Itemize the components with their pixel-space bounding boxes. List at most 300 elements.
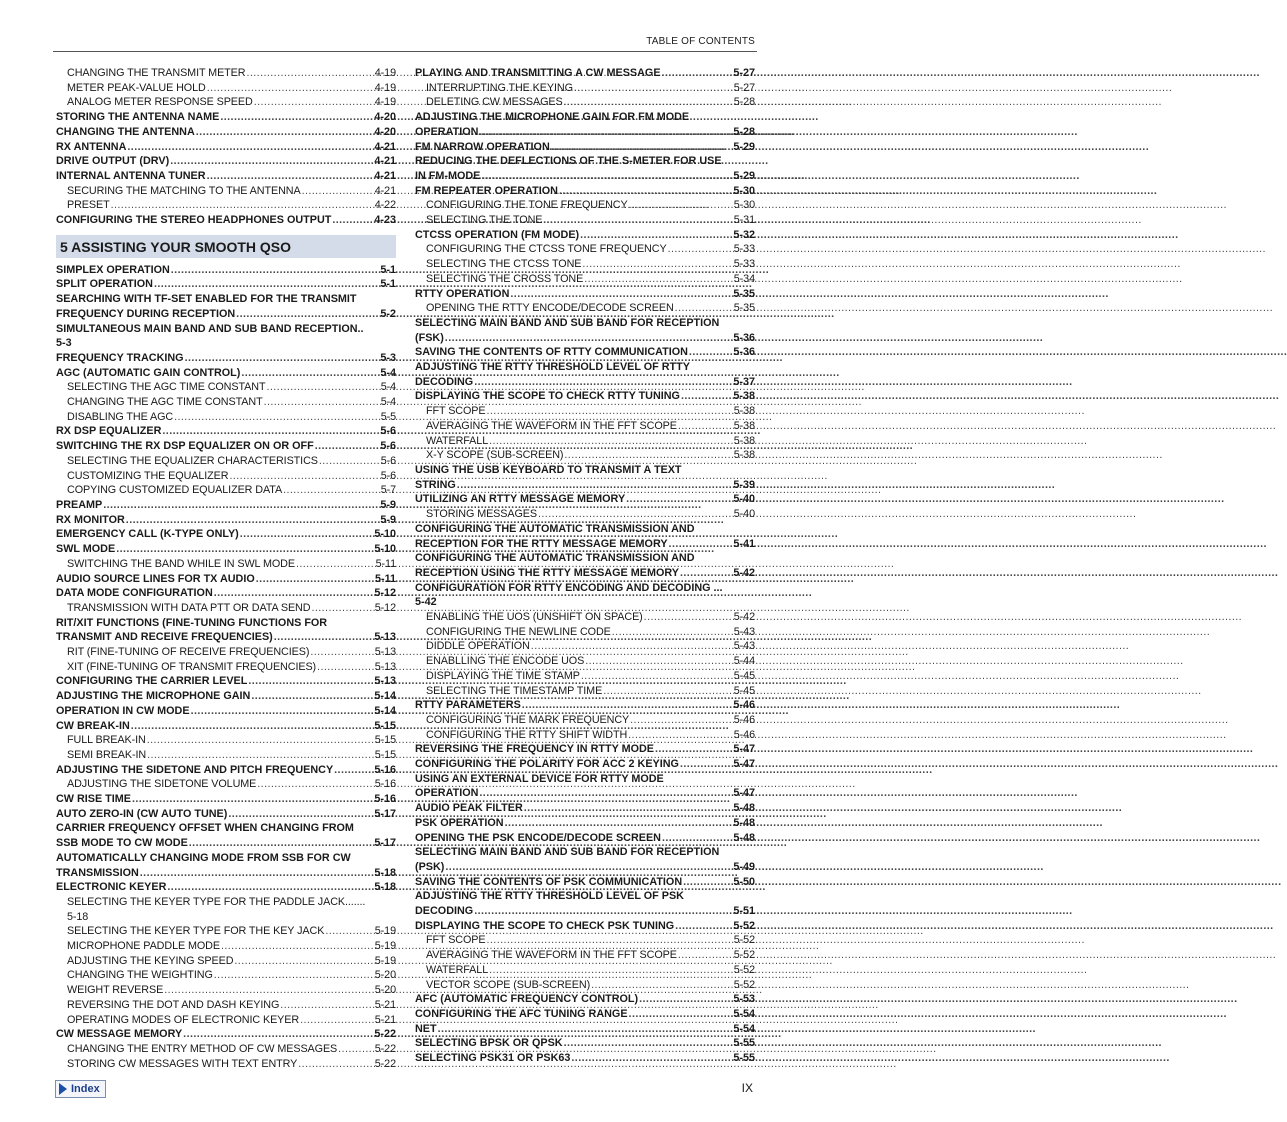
toc-entry[interactable] xyxy=(56,263,396,278)
toc-entry[interactable] xyxy=(56,719,396,734)
toc-entry[interactable] xyxy=(415,728,755,743)
leader-dots xyxy=(603,684,733,699)
toc-entry-title: CHANGING THE TRANSMIT METER xyxy=(67,67,246,79)
toc-entry-title: SEARCHING WITH TF-SET ENABLED FOR THE TRANSMIT xyxy=(56,293,357,306)
toc-entry-row xyxy=(415,1007,755,1022)
toc-entry[interactable] xyxy=(415,963,755,978)
toc-entry-page: 5-34 xyxy=(733,272,755,285)
toc-entry-page: 5-20 xyxy=(374,984,396,997)
leader-dots xyxy=(334,763,373,778)
toc-entry[interactable] xyxy=(56,292,396,321)
toc-entry-page: 5-42 xyxy=(733,566,755,579)
toc-entry[interactable] xyxy=(56,1027,396,1042)
toc-entry[interactable] xyxy=(56,998,396,1013)
leader-dots xyxy=(543,213,732,228)
toc-entry-row xyxy=(415,1022,755,1037)
toc-entry[interactable] xyxy=(56,154,396,169)
leader-dots xyxy=(147,748,374,763)
toc-entry[interactable] xyxy=(56,777,396,792)
toc-entry-row xyxy=(56,763,396,778)
toc-entry[interactable] xyxy=(415,463,755,492)
toc-entry[interactable] xyxy=(415,713,755,728)
toc-entry[interactable] xyxy=(56,527,396,542)
toc-entry-page: 5-53 xyxy=(733,993,755,1006)
toc-entry[interactable] xyxy=(415,492,755,507)
toc-entry[interactable] xyxy=(415,1007,755,1022)
toc-entry-title: SAVING THE CONTENTS OF PSK COMMUNICATION xyxy=(415,875,683,888)
toc-entry[interactable] xyxy=(56,1013,396,1028)
leader-dots xyxy=(630,713,733,728)
toc-entry[interactable] xyxy=(415,845,755,874)
leader-dots xyxy=(524,801,733,816)
toc-entry[interactable] xyxy=(415,669,755,684)
leader-dots xyxy=(174,410,380,425)
toc-entry-row xyxy=(426,272,755,287)
leader-dots xyxy=(487,933,733,948)
leader-dots xyxy=(678,948,733,963)
toc-entry-page: 5-54 xyxy=(733,1022,755,1035)
toc-entry[interactable] xyxy=(56,983,396,998)
toc-entry-title: CARRIER FREQUENCY OFFSET WHEN CHANGING FROM xyxy=(56,822,354,835)
toc-entry-title: FULL BREAK-IN xyxy=(67,734,146,747)
toc-entry-title-cont: (PSK) xyxy=(415,860,445,873)
leader-dots xyxy=(505,816,733,831)
toc-entry[interactable] xyxy=(56,351,396,366)
toc-entry-title: STORING CW MESSAGES WITH TEXT ENTRY xyxy=(67,1057,298,1070)
toc-entry-page: 5-28 xyxy=(733,125,755,138)
toc-entry-page: 5-13 xyxy=(374,631,396,644)
toc-entry[interactable] xyxy=(415,772,755,801)
toc-entry[interactable] xyxy=(415,522,755,551)
toc-entry[interactable] xyxy=(415,110,755,139)
toc-entry[interactable] xyxy=(415,184,755,199)
toc-entry[interactable] xyxy=(56,410,396,425)
toc-entry[interactable] xyxy=(56,277,396,292)
toc-column-left xyxy=(56,66,396,1071)
toc-entry[interactable] xyxy=(56,557,396,572)
toc-entry[interactable] xyxy=(56,821,396,850)
toc-entry-title: SELECTING THE CTCSS TONE xyxy=(426,258,582,271)
toc-entry-page: 5-30 xyxy=(733,199,755,212)
toc-entry-title: SELECTING THE EQUALIZER CHARACTERISTICS xyxy=(67,454,318,467)
toc-entry-page: 5-22 xyxy=(374,1043,396,1055)
toc-entry[interactable] xyxy=(415,272,755,287)
toc-entry-title: SELECTING THE KEYER TYPE FOR THE PADDLE JACK....... xyxy=(67,895,366,908)
toc-entry-page: 4-21 xyxy=(374,140,396,153)
leader-dots xyxy=(668,242,733,257)
toc-entry[interactable] xyxy=(415,140,755,155)
toc-entry-row xyxy=(56,307,396,322)
leader-dots xyxy=(132,792,373,807)
toc-entry[interactable] xyxy=(56,792,396,807)
toc-entry-title: RX MONITOR xyxy=(56,513,125,526)
toc-entry[interactable] xyxy=(415,242,755,257)
toc-entry[interactable] xyxy=(56,110,396,125)
toc-entry-row xyxy=(67,748,396,763)
leader-dots xyxy=(189,836,374,851)
leader-dots xyxy=(683,875,732,890)
toc-entry[interactable] xyxy=(415,889,755,918)
toc-entry[interactable] xyxy=(56,660,396,675)
leader-dots xyxy=(207,81,374,96)
toc-entry[interactable] xyxy=(415,434,755,449)
toc-entry-row xyxy=(56,154,396,169)
toc-entry-title: CW MESSAGE MEMORY xyxy=(56,1028,183,1041)
toc-entry[interactable] xyxy=(415,287,755,302)
toc-entry-row xyxy=(426,95,755,110)
toc-entry-page: 5-54 xyxy=(733,1008,755,1020)
toc-entry-title-cont: RECEPTION USING THE RTTY MESSAGE MEMORY xyxy=(415,566,679,579)
leader-dots xyxy=(296,557,375,572)
toc-entry[interactable] xyxy=(56,924,396,939)
toc-entry[interactable] xyxy=(56,366,396,381)
toc-entry-page: 5-4 xyxy=(380,396,396,409)
toc-entry[interactable] xyxy=(415,345,755,360)
toc-entry-row xyxy=(67,184,396,199)
toc-column-right xyxy=(415,66,755,1066)
toc-entry[interactable] xyxy=(415,404,755,419)
toc-entry-row xyxy=(56,542,396,557)
toc-entry-title-cont: DECODING xyxy=(415,905,474,918)
toc-entry[interactable] xyxy=(415,198,755,213)
toc-entry-page: 5-9 xyxy=(380,513,396,526)
toc-entry[interactable] xyxy=(56,733,396,748)
toc-entry-page: 5-40 xyxy=(733,508,755,521)
leader-dots xyxy=(574,81,733,96)
toc-entry-title: FREQUENCY TRACKING xyxy=(56,351,184,364)
toc-entry-row xyxy=(426,948,755,963)
toc-entry-page: 5-10 xyxy=(374,543,396,556)
toc-entry-page: 5-3 xyxy=(56,337,72,350)
toc-entry[interactable] xyxy=(415,551,755,580)
toc-entry[interactable] xyxy=(56,645,396,660)
toc-entry-title-cont: TRANSMIT AND RECEIVE FREQUENCIES) xyxy=(56,631,273,644)
toc-entry[interactable] xyxy=(415,742,755,757)
toc-entry[interactable] xyxy=(56,674,396,689)
toc-entry[interactable] xyxy=(415,992,755,1007)
toc-entry[interactable] xyxy=(415,419,755,434)
leader-dots xyxy=(274,630,374,645)
toc-entry[interactable] xyxy=(415,507,755,522)
toc-entry[interactable] xyxy=(56,424,396,439)
toc-entry-title: WATERFALL xyxy=(426,434,489,447)
toc-entry[interactable] xyxy=(56,439,396,454)
toc-entry-title: SWL MODE xyxy=(56,543,116,556)
toc-entry[interactable] xyxy=(56,380,396,395)
toc-entry-title: COPYING CUSTOMIZED EQUALIZER DATA xyxy=(67,484,283,497)
toc-entry-page: 5-48 xyxy=(733,802,755,815)
toc-entry-page: 5-13 xyxy=(374,646,396,659)
leader-dots xyxy=(489,434,733,449)
leader-dots xyxy=(681,389,732,404)
toc-entry[interactable] xyxy=(56,184,396,199)
leader-dots xyxy=(236,307,379,322)
toc-entry[interactable] xyxy=(56,483,396,498)
toc-entry-page: 5-40 xyxy=(733,493,755,506)
toc-entry[interactable] xyxy=(415,1036,755,1051)
leader-dots xyxy=(283,483,380,498)
toc-entry-row xyxy=(426,301,755,316)
toc-entry[interactable] xyxy=(56,586,396,601)
toc-entry-row xyxy=(415,331,755,346)
toc-entry[interactable] xyxy=(56,954,396,969)
toc-entry-row xyxy=(415,831,755,846)
toc-entry[interactable] xyxy=(56,689,396,704)
toc-entry-row xyxy=(56,1027,396,1042)
toc-entry-page: 5-55 xyxy=(733,1037,755,1050)
toc-entry-row xyxy=(56,513,396,528)
leader-dots xyxy=(116,542,373,557)
toc-entry-title: AFC (AUTOMATIC FREQUENCY CONTROL) xyxy=(415,993,639,1006)
toc-entry-page: 5-52 xyxy=(733,978,755,991)
section-heading: 5 ASSISTING YOUR SMOOTH QSO xyxy=(56,235,396,258)
toc-entry-row xyxy=(56,674,396,689)
toc-entry-title: CUSTOMIZING THE EQUALIZER xyxy=(67,469,229,482)
toc-entry-row xyxy=(415,140,755,155)
toc-entry-title: NET xyxy=(415,1022,437,1035)
toc-entry[interactable] xyxy=(56,125,396,140)
toc-entry[interactable] xyxy=(415,639,755,654)
toc-entry[interactable] xyxy=(56,572,396,587)
toc-entry-page: 5-19 xyxy=(374,954,396,967)
toc-entry-title: SELECTING BPSK OR QPSK xyxy=(415,1037,563,1050)
leader-dots xyxy=(183,1027,373,1042)
toc-entry[interactable] xyxy=(415,581,755,610)
toc-entry[interactable] xyxy=(415,684,755,699)
toc-entry-page: 5-33 xyxy=(733,243,755,256)
toc-entry-page: 5-12 xyxy=(374,601,396,614)
toc-entry-row xyxy=(415,1036,755,1051)
toc-entry[interactable] xyxy=(56,513,396,528)
toc-entry-row xyxy=(415,345,755,360)
leader-dots xyxy=(629,198,733,213)
toc-entry-row xyxy=(415,492,755,507)
toc-entry-title: SELECTING THE AGC TIME CONSTANT xyxy=(67,381,266,394)
toc-entry[interactable] xyxy=(56,498,396,513)
toc-entry[interactable] xyxy=(56,1057,396,1072)
toc-entry-row xyxy=(67,395,396,410)
toc-entry-row xyxy=(415,875,755,890)
toc-entry[interactable] xyxy=(56,601,396,616)
toc-entry-row xyxy=(426,434,755,449)
toc-entry-title: AVERAGING THE WAVEFORM IN THE FFT SCOPE xyxy=(426,419,677,432)
toc-entry-row xyxy=(56,792,396,807)
toc-entry[interactable] xyxy=(415,360,755,389)
toc-entry[interactable] xyxy=(56,169,396,184)
toc-entry[interactable] xyxy=(56,542,396,557)
toc-entry-title: CONFIGURING THE MARK FREQUENCY xyxy=(426,713,630,726)
leader-dots xyxy=(675,919,732,934)
toc-entry-title: CTCSS OPERATION (FM MODE) xyxy=(415,228,580,241)
leader-dots xyxy=(111,198,374,213)
toc-entry[interactable] xyxy=(415,610,755,625)
leader-dots xyxy=(251,689,373,704)
toc-entry-page: 5-38 xyxy=(733,405,755,418)
toc-entry-row xyxy=(56,125,396,140)
toc-entry[interactable] xyxy=(56,198,396,213)
toc-entry-title: ADJUSTING THE SIDETONE AND PITCH FREQUENCY xyxy=(56,763,334,776)
leader-dots xyxy=(126,513,380,528)
toc-entry-page: 5-3 xyxy=(380,351,396,364)
toc-entry[interactable] xyxy=(415,654,755,669)
toc-entry[interactable] xyxy=(415,919,755,934)
leader-dots xyxy=(246,66,373,81)
toc-entry-page: 4-21 xyxy=(374,155,396,168)
toc-entry[interactable] xyxy=(415,816,755,831)
toc-entry-title: SELECTING THE TONE xyxy=(426,214,543,227)
toc-entry[interactable] xyxy=(56,469,396,484)
toc-entry[interactable] xyxy=(415,933,755,948)
toc-entry-page: 5-52 xyxy=(733,949,755,962)
toc-entry[interactable] xyxy=(415,1051,755,1066)
toc-entry-page: 5-6 xyxy=(380,469,396,482)
toc-entry-page: 5-11 xyxy=(375,557,396,570)
toc-entry-page: 5-47 xyxy=(733,758,755,771)
toc-entry-row xyxy=(415,125,755,140)
toc-entry-page: 5-38 xyxy=(733,419,755,432)
toc-entry[interactable] xyxy=(56,95,396,110)
toc-entry-row xyxy=(67,469,396,484)
toc-entry-title: ANALOG METER RESPONSE SPEED xyxy=(67,96,253,109)
toc-entry-title: DRIVE OUTPUT (DRV) xyxy=(56,155,170,168)
toc-entry[interactable] xyxy=(56,213,396,228)
leader-dots xyxy=(240,527,374,542)
toc-entry[interactable] xyxy=(56,704,396,719)
toc-entry[interactable] xyxy=(415,228,755,243)
toc-entry-title: ELECTRONIC KEYER xyxy=(56,881,167,894)
toc-entry[interactable] xyxy=(415,66,755,81)
toc-entry[interactable] xyxy=(56,968,396,983)
toc-entry[interactable] xyxy=(56,748,396,763)
toc-entry-title: DIDDLE OPERATION xyxy=(426,640,530,653)
index-button[interactable] xyxy=(55,1080,106,1098)
toc-entry-title: REVERSING THE DOT AND DASH KEYING xyxy=(67,998,280,1011)
toc-entry[interactable] xyxy=(56,395,396,410)
toc-entry[interactable] xyxy=(56,616,396,645)
toc-entry[interactable] xyxy=(56,851,396,880)
toc-entry-row xyxy=(426,963,755,978)
toc-entry-row xyxy=(426,404,755,419)
leader-dots xyxy=(185,351,380,366)
toc-entry[interactable] xyxy=(415,831,755,846)
leader-dots xyxy=(564,1036,733,1051)
toc-entry-page: 5-1 xyxy=(380,278,396,291)
leader-dots xyxy=(564,448,732,463)
leader-dots xyxy=(196,125,374,140)
toc-entry[interactable] xyxy=(415,316,755,345)
toc-entry[interactable] xyxy=(415,154,755,183)
toc-entry-title: OPENING THE RTTY ENCODE/DECODE SCREEN xyxy=(426,302,674,315)
toc-entry-title: CHANGING THE ENTRY METHOD OF CW MESSAGES xyxy=(67,1043,338,1055)
toc-entry-page: 5-41 xyxy=(733,537,755,550)
toc-entry[interactable] xyxy=(415,875,755,890)
toc-entry-title: CONFIGURING THE TONE FREQUENCY xyxy=(426,199,628,212)
leader-dots xyxy=(538,507,733,522)
toc-entry[interactable] xyxy=(56,322,396,351)
toc-entry-title: SECURING THE MATCHING TO THE ANTENNA xyxy=(67,184,301,197)
toc-entry-page: 5-18 xyxy=(374,866,396,879)
toc-entry[interactable] xyxy=(56,140,396,155)
toc-entry[interactable] xyxy=(415,698,755,713)
toc-entry[interactable] xyxy=(415,81,755,96)
toc-entry[interactable] xyxy=(415,448,755,463)
leader-dots xyxy=(689,345,732,360)
leader-dots xyxy=(300,1013,374,1028)
toc-entry[interactable] xyxy=(56,895,396,924)
toc-entry[interactable] xyxy=(415,95,755,110)
toc-entry-page: 5-36 xyxy=(733,346,755,359)
toc-entry[interactable] xyxy=(415,257,755,272)
toc-entry-row xyxy=(67,777,396,792)
toc-entry[interactable] xyxy=(415,1022,755,1037)
toc-entry[interactable] xyxy=(415,801,755,816)
toc-entry[interactable] xyxy=(56,880,396,895)
toc-entry-title: DATA MODE CONFIGURATION xyxy=(56,587,213,600)
toc-entry[interactable] xyxy=(56,1042,396,1057)
toc-entry[interactable] xyxy=(415,757,755,772)
leader-dots xyxy=(325,924,373,939)
leader-dots xyxy=(445,331,733,346)
toc-entry-row xyxy=(415,478,755,493)
toc-entry[interactable] xyxy=(56,66,396,81)
toc-entry-title: OPENING THE PSK ENCODE/DECODE SCREEN xyxy=(415,831,661,844)
toc-entry[interactable] xyxy=(56,763,396,778)
toc-entry[interactable] xyxy=(415,301,755,316)
toc-entry-page: 5-15 xyxy=(374,734,396,747)
toc-entry-title: CW BREAK-IN xyxy=(56,719,130,732)
toc-entry-page: 4-20 xyxy=(374,111,396,124)
toc-entry[interactable] xyxy=(415,389,755,404)
leader-dots xyxy=(629,1007,733,1022)
leader-dots xyxy=(167,880,373,895)
toc-entry[interactable] xyxy=(56,939,396,954)
leader-dots xyxy=(479,786,732,801)
toc-entry-page: 5-19 xyxy=(374,925,396,938)
toc-entry-row xyxy=(415,389,755,404)
toc-entry-page: 5-27 xyxy=(733,81,755,94)
toc-entry[interactable] xyxy=(415,978,755,993)
toc-entry[interactable] xyxy=(56,81,396,96)
toc-entry-title: CONFIGURING THE RTTY SHIFT WIDTH xyxy=(426,728,628,741)
toc-entry-title: CONFIGURING THE STEREO HEADPHONES OUTPUT xyxy=(56,214,332,227)
leader-dots xyxy=(591,978,733,993)
toc-entry[interactable] xyxy=(415,213,755,228)
toc-entry[interactable] xyxy=(56,807,396,822)
toc-entry-row xyxy=(67,983,396,998)
toc-entry-row xyxy=(426,728,755,743)
toc-entry[interactable] xyxy=(415,625,755,640)
toc-entry-title: SELECTING THE TIMESTAMP TIME xyxy=(426,684,603,697)
toc-entry-page: 5-27 xyxy=(733,67,755,79)
toc-entry-page: 4-19 xyxy=(374,96,396,109)
toc-entry-page: 5-4 xyxy=(380,366,396,379)
toc-entry-row xyxy=(67,660,396,675)
leader-dots xyxy=(127,140,373,155)
toc-entry-title: SIMPLEX OPERATION xyxy=(56,263,170,276)
toc-entry-page: 5-50 xyxy=(733,875,755,888)
toc-entry-title-cont: OPERATION xyxy=(415,125,479,138)
toc-entry[interactable] xyxy=(415,948,755,963)
toc-entry-title: STORING MESSAGES xyxy=(426,508,537,521)
leader-dots xyxy=(655,742,732,757)
toc-entry-title: REDUCING THE DEFLECTIONS OF THE S-METER FOR USE xyxy=(415,155,722,168)
toc-entry-row xyxy=(415,184,755,199)
toc-entry-title: PLAYING AND TRANSMITTING A CW MESSAGE xyxy=(415,67,661,79)
toc-entry[interactable] xyxy=(56,454,396,469)
toc-entry-row xyxy=(426,669,755,684)
toc-entry-title-cont: IN FM-MODE xyxy=(415,169,481,182)
toc-entry-page: 4-21 xyxy=(374,184,396,197)
